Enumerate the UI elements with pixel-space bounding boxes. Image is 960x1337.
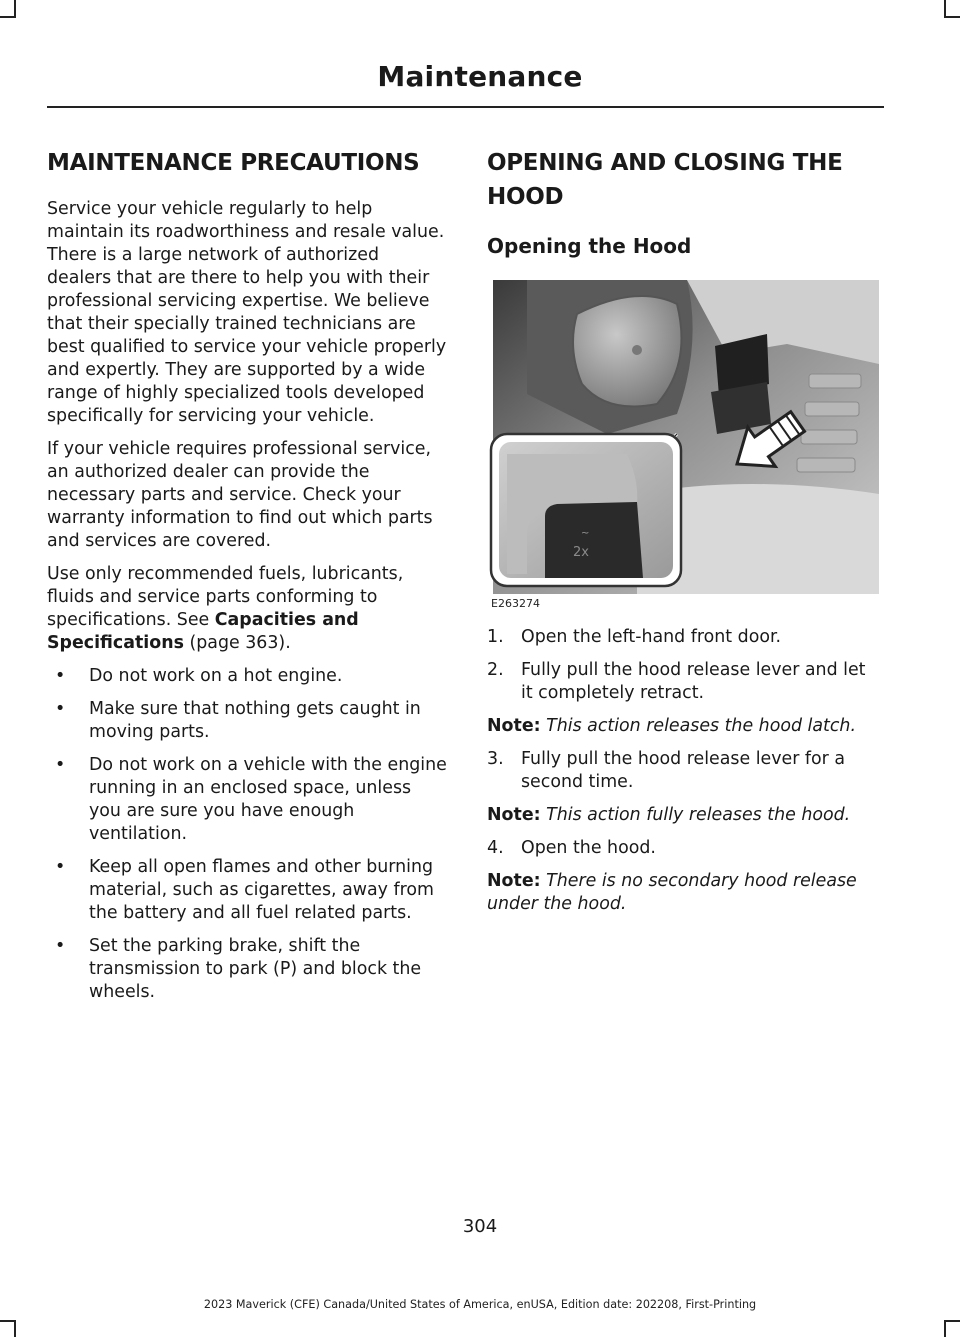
list-item-text: Set the parking brake, shift the transmission to park (P) and block the wheels. [89, 936, 422, 1002]
page-number: 304 [462, 1216, 498, 1237]
step-number: 3. [487, 749, 504, 769]
bullet-mark: • [55, 936, 66, 956]
header-divider [47, 106, 884, 108]
bullet-mark: • [55, 755, 66, 775]
svg-text:~: ~ [581, 528, 590, 539]
paragraph-professional-service: If your vehicle requires professional service, an authorized dealer can provide the necessary parts and service. Check your warranty information to find out which parts and services are covered. [47, 439, 433, 551]
precautions-list [47, 665, 447, 1004]
figure-id: E263274 [491, 597, 540, 610]
note-label: Note: [487, 871, 541, 891]
crop-mark [0, 16, 16, 18]
step-item [487, 659, 882, 705]
note [487, 715, 882, 738]
step-number: 1. [487, 627, 504, 647]
section-heading-opening-closing-hood: OPENING AND CLOSING THE HOOD [487, 150, 843, 210]
crop-mark [14, 1320, 16, 1337]
opening-steps-list [487, 837, 882, 860]
paragraph-recommended-fuels [47, 563, 447, 655]
step-text: Fully pull the hood release lever and let it completely retract. [521, 660, 866, 703]
list-item-text: Keep all open flames and other burning material, such as cigarettes, away from the battery and all fuel related parts. [89, 857, 434, 923]
note-text: There is no secondary hood release under the hood. [487, 871, 857, 914]
note-label: Note: [487, 805, 541, 825]
opening-steps-list [487, 748, 882, 794]
step-number: 2. [487, 660, 504, 680]
page-reference: (page 363). [183, 633, 291, 653]
note-text: This action releases the hood latch. [546, 716, 856, 736]
step-item [487, 837, 882, 860]
list-item [47, 856, 447, 925]
hood-release-lever-image [487, 274, 879, 612]
crop-mark [944, 16, 960, 18]
crop-mark [944, 1320, 946, 1337]
paragraph-text: Use only recommended fuels, lubricants, fluids and service parts conforming to specifications. See [47, 564, 404, 630]
list-item [47, 935, 447, 1004]
bullet-mark: • [55, 857, 66, 877]
bullet-mark: • [55, 666, 66, 686]
list-item [47, 665, 447, 688]
note-label: Note: [487, 716, 541, 736]
page-header-title: Maintenance [377, 60, 583, 93]
crop-mark [944, 1320, 960, 1322]
step-item [487, 748, 882, 794]
step-text: Open the left-hand front door. [521, 627, 782, 647]
crop-mark [0, 1320, 16, 1322]
right-column [487, 146, 882, 926]
section-heading-maintenance-precautions: MAINTENANCE PRECAUTIONS [47, 150, 420, 176]
opening-steps-list [487, 626, 882, 705]
step-text: Open the hood. [521, 838, 656, 858]
step-number: 4. [487, 838, 504, 858]
paragraph-service-regularly: Service your vehicle regularly to help maintain its roadworthiness and resale value. There is a large network of authorized dealers that are there to help you with their professional servicing expertise. We believe that their specially trained technicians are best qualified to service your vehicle properly and expertly. They are supported by a wide range of highly specialized tools developed specifically for servicing your vehicle. [47, 199, 447, 426]
list-item [47, 698, 447, 744]
list-item-text: Do not work on a hot engine. [89, 666, 343, 686]
note [487, 870, 882, 916]
list-item-text: Make sure that nothing gets caught in moving parts. [89, 699, 421, 742]
step-text: Fully pull the hood release lever for a second time. [521, 749, 845, 792]
cross-reference-link[interactable]: Capacities and Specifications [47, 610, 359, 653]
list-item-text: Do not work on a vehicle with the engine running in an enclosed space, unless you are sure you have enough ventilation. [89, 755, 447, 844]
footer-edition-info: 2023 Maverick (CFE) Canada/United States of America, enUSA, Edition date: 202208, First-Printing [203, 1298, 757, 1311]
list-item [47, 754, 447, 846]
subheading-opening-the-hood: Opening the Hood [487, 234, 692, 258]
note [487, 804, 882, 827]
step-item [487, 626, 882, 649]
hood-release-illustration [487, 274, 879, 612]
bullet-mark: • [55, 699, 66, 719]
note-text: This action fully releases the hood. [546, 805, 851, 825]
inset-label: 2x [573, 545, 589, 560]
left-column [47, 146, 447, 1014]
